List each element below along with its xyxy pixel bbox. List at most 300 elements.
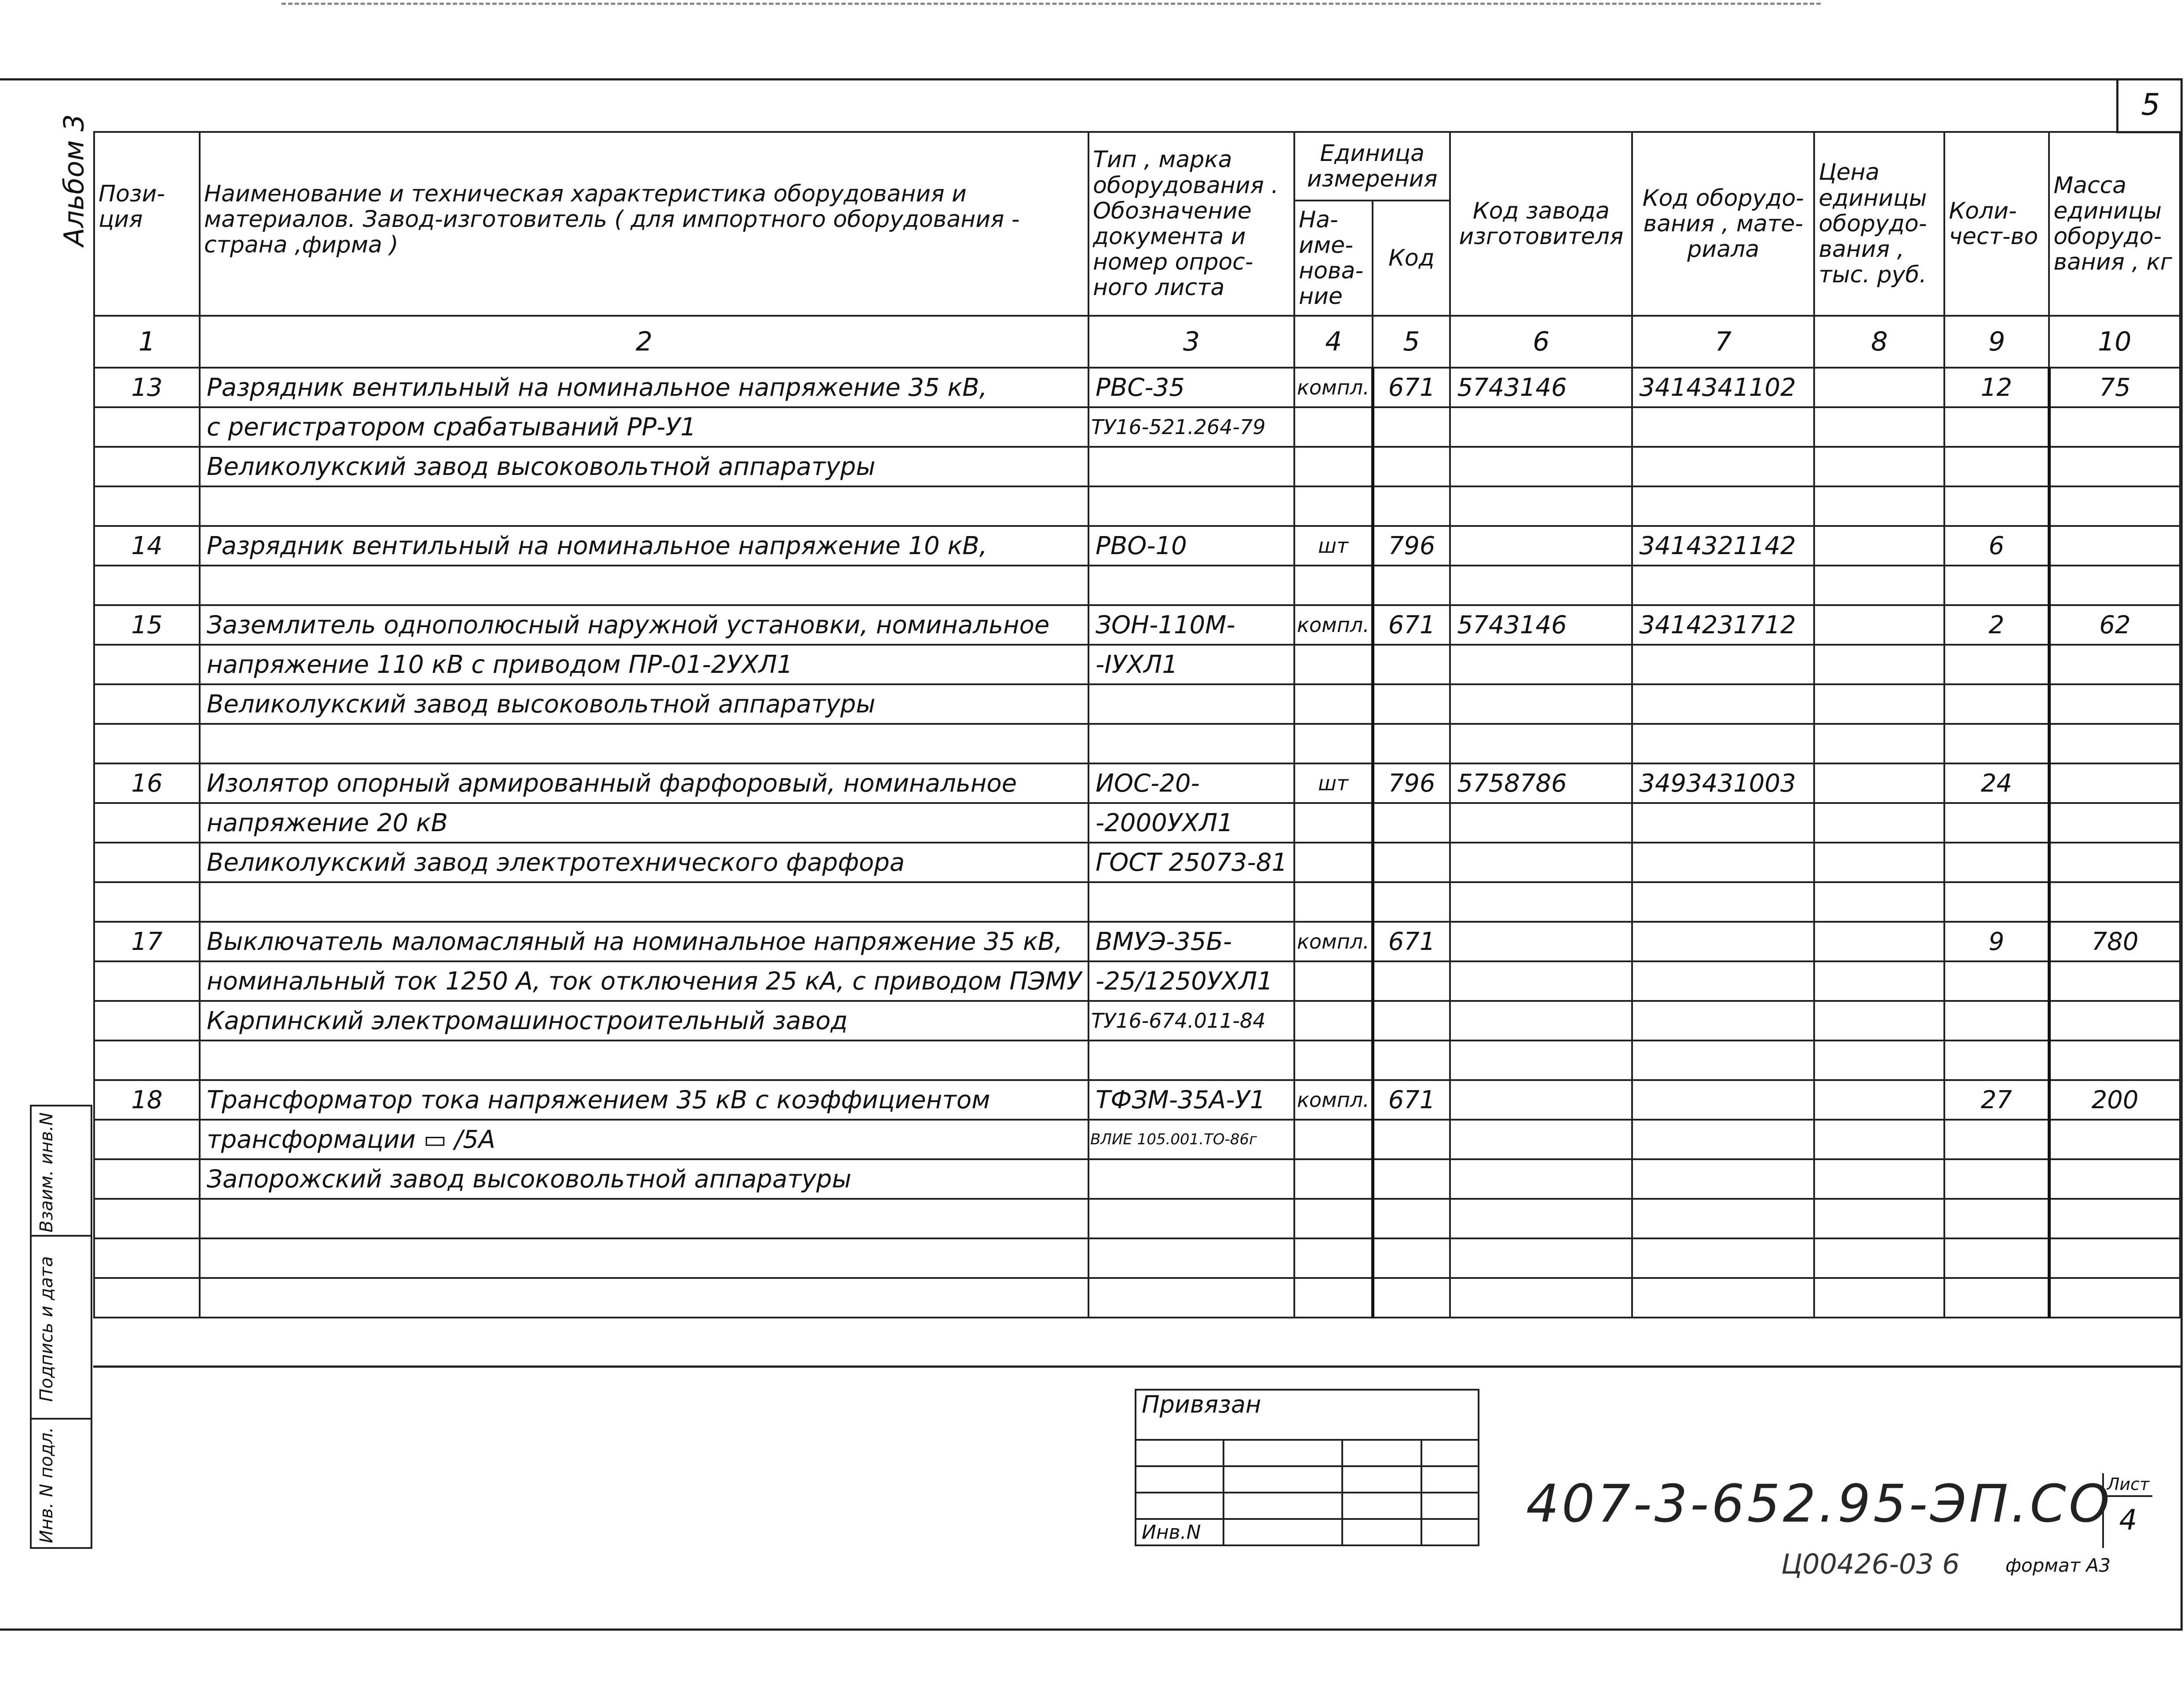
specification-table (93, 131, 2181, 1318)
row-mass (2049, 1159, 2180, 1199)
row-unit-code: 796 (1373, 526, 1450, 566)
row-quantity (1944, 724, 2049, 763)
table-row (94, 1080, 2180, 1120)
table-row (94, 803, 2180, 843)
row-mass (2049, 724, 2180, 763)
column-number: 10 (2049, 316, 2180, 368)
inv-original-label: Инв. N подл. (37, 1427, 57, 1544)
row-equipment-code (1632, 486, 1814, 526)
row-quantity (1944, 1040, 2049, 1080)
row-unit (1294, 1040, 1373, 1080)
row-equipment-code (1632, 922, 1814, 961)
row-unit: компл. (1294, 368, 1373, 407)
row-name (200, 1199, 1088, 1238)
row-plant-code: 5743146 (1450, 605, 1632, 645)
row-position: 13 (94, 368, 200, 407)
column-number: 9 (1944, 316, 2049, 368)
row-mass (2049, 803, 2180, 843)
row-plant-code (1450, 1040, 1632, 1080)
row-plant-code (1450, 645, 1632, 684)
signature-date-label: Подпись и дата (37, 1256, 57, 1402)
row-price (1814, 1040, 1944, 1080)
row-position: 14 (94, 526, 200, 566)
table-row (94, 763, 2180, 803)
row-unit-code (1373, 447, 1450, 486)
row-plant-code (1450, 1001, 1632, 1040)
row-quantity (1944, 1120, 2049, 1159)
column-number: 8 (1814, 316, 1944, 368)
row-quantity: 2 (1944, 605, 2049, 645)
row-name (200, 882, 1088, 922)
row-equipment-code (1632, 684, 1814, 724)
row-price (1814, 1120, 1944, 1159)
sheet-corner-number: 5 (2116, 78, 2183, 133)
row-unit (1294, 1278, 1373, 1318)
row-mass (2049, 843, 2180, 882)
row-unit (1294, 724, 1373, 763)
row-equipment-code: 3493431003 (1632, 763, 1814, 803)
row-unit-code (1373, 843, 1450, 882)
row-unit-code: 671 (1373, 922, 1450, 961)
footer-divider (93, 1365, 2181, 1368)
header-mass: Масса единицы оборудо-вания , кг (2049, 132, 2180, 316)
row-unit-code (1373, 1001, 1450, 1040)
row-unit (1294, 684, 1373, 724)
row-quantity (1944, 407, 2049, 447)
row-quantity (1944, 1238, 2049, 1278)
table-row (94, 882, 2180, 922)
row-quantity (1944, 843, 2049, 882)
row-position (94, 407, 200, 447)
row-unit: шт (1294, 526, 1373, 566)
row-price (1814, 1278, 1944, 1318)
row-price (1814, 447, 1944, 486)
row-equipment-code (1632, 882, 1814, 922)
row-unit-code: 671 (1373, 368, 1450, 407)
column-number: 1 (94, 316, 200, 368)
row-position (94, 447, 200, 486)
row-type (1088, 1238, 1294, 1278)
row-unit (1294, 1001, 1373, 1040)
row-plant-code (1450, 843, 1632, 882)
header-plant-code: Код завода изготовителя (1450, 132, 1632, 316)
row-unit-code: 796 (1373, 763, 1450, 803)
table-row (94, 526, 2180, 566)
row-plant-code (1450, 1199, 1632, 1238)
title-block (1135, 1389, 1478, 1547)
row-price (1814, 1080, 1944, 1120)
row-quantity (1944, 447, 2049, 486)
row-position (94, 1199, 200, 1238)
row-equipment-code (1632, 1120, 1814, 1159)
row-name (200, 1278, 1088, 1318)
row-price (1814, 724, 1944, 763)
table-row (94, 1159, 2180, 1199)
table-row (94, 1001, 2180, 1040)
row-name: Великолукский завод электротехнического фарфора (200, 843, 1088, 882)
row-price (1814, 1159, 1944, 1199)
row-plant-code: 5743146 (1450, 368, 1632, 407)
row-name (200, 486, 1088, 526)
row-plant-code (1450, 1159, 1632, 1199)
replaced-inv-label: Взаим. инв.N (37, 1112, 57, 1233)
row-unit (1294, 1199, 1373, 1238)
row-equipment-code (1632, 1278, 1814, 1318)
row-unit: шт (1294, 763, 1373, 803)
row-equipment-code (1632, 843, 1814, 882)
row-mass (2049, 1278, 2180, 1318)
row-mass (2049, 1199, 2180, 1238)
row-mass (2049, 961, 2180, 1001)
row-mass (2049, 1120, 2180, 1159)
row-name: Запорожский завод высоковольтной аппаратуры (200, 1159, 1088, 1199)
row-position (94, 684, 200, 724)
row-position (94, 1278, 200, 1318)
row-equipment-code (1632, 566, 1814, 605)
table-row (94, 486, 2180, 526)
row-name: напряжение 20 кВ (200, 803, 1088, 843)
row-type: ЗОН-110М- (1088, 605, 1294, 645)
row-price (1814, 1199, 1944, 1238)
table-row (94, 407, 2180, 447)
row-plant-code (1450, 407, 1632, 447)
row-quantity (1944, 1159, 2049, 1199)
row-mass (2049, 1238, 2180, 1278)
row-equipment-code (1632, 645, 1814, 684)
row-equipment-code (1632, 407, 1814, 447)
sheet-label: Лист (2104, 1473, 2152, 1497)
row-type: ГОСТ 25073-81 (1088, 843, 1294, 882)
row-position (94, 961, 200, 1001)
row-price (1814, 407, 1944, 447)
strip-cell-replaced-inv (30, 1105, 92, 1237)
row-name: Великолукский завод высоковольтной аппаратуры (200, 447, 1088, 486)
column-number: 3 (1088, 316, 1294, 368)
row-equipment-code (1632, 803, 1814, 843)
column-number: 4 (1294, 316, 1373, 368)
row-price (1814, 486, 1944, 526)
row-position: 15 (94, 605, 200, 645)
row-quantity (1944, 1278, 2049, 1318)
row-unit-code (1373, 882, 1450, 922)
row-quantity (1944, 566, 2049, 605)
header-unit-group: Единица измерения (1294, 132, 1450, 201)
row-quantity (1944, 486, 2049, 526)
row-unit (1294, 1159, 1373, 1199)
row-unit-code (1373, 684, 1450, 724)
row-name (200, 1040, 1088, 1080)
row-unit-code (1373, 1040, 1450, 1080)
bound-label: Привязан (1136, 1390, 1479, 1440)
row-unit: компл. (1294, 922, 1373, 961)
header-name: Наименование и техническая характеристика оборудования и материалов. Завод-изготовитель ( для импортного оборудования - страна ,фирма ) (200, 132, 1088, 316)
sheet-number: 4 (2119, 1504, 2137, 1537)
strip-cell-signature (30, 1235, 92, 1420)
row-unit-code (1373, 407, 1450, 447)
row-quantity (1944, 1001, 2049, 1040)
row-name (200, 724, 1088, 763)
row-name: напряжение 110 кВ с приводом ПР-01-2УХЛ1 (200, 645, 1088, 684)
row-quantity (1944, 684, 2049, 724)
side-approval-strip (30, 1105, 92, 1549)
row-unit (1294, 961, 1373, 1001)
row-name (200, 1238, 1088, 1278)
row-mass: 200 (2049, 1080, 2180, 1120)
row-name: трансформации ▭ /5А (200, 1120, 1088, 1159)
column-number: 7 (1632, 316, 1814, 368)
row-price (1814, 961, 1944, 1001)
row-equipment-code (1632, 724, 1814, 763)
row-unit (1294, 447, 1373, 486)
row-position (94, 645, 200, 684)
row-quantity (1944, 1199, 2049, 1238)
row-unit-code: 671 (1373, 605, 1450, 645)
header-position: Пози-ция (94, 132, 200, 316)
row-price (1814, 843, 1944, 882)
row-type: ИОС-20- (1088, 763, 1294, 803)
row-mass (2049, 645, 2180, 684)
row-quantity (1944, 961, 2049, 1001)
row-price (1814, 1001, 1944, 1040)
row-type: ТФЗМ-35А-У1 (1088, 1080, 1294, 1120)
row-quantity: 24 (1944, 763, 2049, 803)
row-price (1814, 645, 1944, 684)
row-mass (2049, 526, 2180, 566)
row-unit (1294, 645, 1373, 684)
row-unit-code (1373, 1159, 1450, 1199)
row-plant-code (1450, 724, 1632, 763)
row-mass (2049, 882, 2180, 922)
row-unit-code (1373, 1238, 1450, 1278)
row-position (94, 843, 200, 882)
row-unit (1294, 486, 1373, 526)
row-unit-code (1373, 803, 1450, 843)
row-plant-code (1450, 447, 1632, 486)
row-price (1814, 526, 1944, 566)
header-unit-code: Код (1373, 201, 1450, 316)
row-type: -25/1250УХЛ1 (1088, 961, 1294, 1001)
archive-code: Ц00426-03 6 (1781, 1548, 1960, 1580)
row-name: Заземлитель однополюсный наружной установки, номинальное (200, 605, 1088, 645)
row-unit-code (1373, 1199, 1450, 1238)
row-name: Разрядник вентильный на номинальное напряжение 35 кВ, (200, 368, 1088, 407)
row-equipment-code (1632, 1199, 1814, 1238)
row-type: ТУ16-674.011-84 (1088, 1001, 1294, 1040)
row-plant-code (1450, 1080, 1632, 1120)
row-name: Трансформатор тока напряжением 35 кВ с коэффициентом (200, 1080, 1088, 1120)
row-mass (2049, 486, 2180, 526)
row-equipment-code (1632, 447, 1814, 486)
table-row (94, 1040, 2180, 1080)
table-row (94, 1238, 2180, 1278)
header-price: Цена единицы оборудо-вания , тыс. руб. (1814, 132, 1944, 316)
row-unit-code (1373, 645, 1450, 684)
column-number: 2 (200, 316, 1088, 368)
row-unit-code (1373, 486, 1450, 526)
row-type: РВС-35 (1088, 368, 1294, 407)
row-unit-code (1373, 961, 1450, 1001)
row-unit (1294, 1120, 1373, 1159)
table-row (94, 368, 2180, 407)
table-row (94, 566, 2180, 605)
row-equipment-code (1632, 961, 1814, 1001)
strip-cell-inv-original (30, 1418, 92, 1549)
row-name (200, 566, 1088, 605)
row-position (94, 566, 200, 605)
row-mass (2049, 1001, 2180, 1040)
row-name: с регистратором срабатываний РР-У1 (200, 407, 1088, 447)
row-type (1088, 684, 1294, 724)
row-position: 16 (94, 763, 200, 803)
row-quantity (1944, 645, 2049, 684)
row-mass (2049, 684, 2180, 724)
row-price (1814, 684, 1944, 724)
row-plant-code (1450, 566, 1632, 605)
table-row (94, 684, 2180, 724)
row-price (1814, 922, 1944, 961)
row-mass (2049, 566, 2180, 605)
row-position (94, 803, 200, 843)
table-row (94, 447, 2180, 486)
row-unit (1294, 803, 1373, 843)
header-type: Тип , марка оборудования . Обозначение документа и номер опрос-ного листа (1088, 132, 1294, 316)
row-unit (1294, 407, 1373, 447)
album-label: Альбом 3 (58, 114, 90, 247)
row-mass: 75 (2049, 368, 2180, 407)
row-price (1814, 368, 1944, 407)
row-plant-code (1450, 1120, 1632, 1159)
row-price (1814, 882, 1944, 922)
row-quantity: 6 (1944, 526, 2049, 566)
row-name: Великолукский завод высоковольтной аппаратуры (200, 684, 1088, 724)
table-row (94, 605, 2180, 645)
row-position (94, 1040, 200, 1080)
row-position (94, 1238, 200, 1278)
row-type: -2000УХЛ1 (1088, 803, 1294, 843)
row-type (1088, 566, 1294, 605)
row-plant-code (1450, 882, 1632, 922)
document-code: 407-3-652.95-ЭП.СО (1526, 1473, 2112, 1534)
top-edge-marks (281, 3, 1821, 9)
row-type: ТУ16-521.264-79 (1088, 407, 1294, 447)
row-equipment-code (1632, 1238, 1814, 1278)
row-type (1088, 724, 1294, 763)
row-equipment-code (1632, 1001, 1814, 1040)
table-row (94, 961, 2180, 1001)
row-price (1814, 566, 1944, 605)
row-position: 18 (94, 1080, 200, 1120)
row-mass (2049, 763, 2180, 803)
row-type (1088, 1278, 1294, 1318)
row-unit (1294, 882, 1373, 922)
row-equipment-code: 3414231712 (1632, 605, 1814, 645)
row-unit-code (1373, 1120, 1450, 1159)
row-position (94, 486, 200, 526)
table-row (94, 922, 2180, 961)
row-plant-code (1450, 1238, 1632, 1278)
row-position (94, 724, 200, 763)
row-type (1088, 1199, 1294, 1238)
row-plant-code (1450, 684, 1632, 724)
row-plant-code (1450, 922, 1632, 961)
row-equipment-code: 3414341102 (1632, 368, 1814, 407)
row-mass: 62 (2049, 605, 2180, 645)
row-price (1814, 1238, 1944, 1278)
table-row (94, 1199, 2180, 1238)
row-unit (1294, 1238, 1373, 1278)
row-name: Разрядник вентильный на номинальное напряжение 10 кВ, (200, 526, 1088, 566)
header-equipment-code: Код оборудо-вания , мате-риала (1632, 132, 1814, 316)
row-unit-code (1373, 1278, 1450, 1318)
row-name: Выключатель маломасляный на номинальное напряжение 35 кВ, (200, 922, 1088, 961)
column-number-row (94, 316, 2180, 368)
row-plant-code (1450, 526, 1632, 566)
row-type (1088, 1040, 1294, 1080)
row-unit-code: 671 (1373, 1080, 1450, 1120)
table-row (94, 1278, 2180, 1318)
row-quantity: 9 (1944, 922, 2049, 961)
row-unit (1294, 843, 1373, 882)
row-name: номинальный ток 1250 А, ток отключения 25 кА, с приводом ПЭМУ (200, 961, 1088, 1001)
header-unit-name: На-име-нова-ние (1294, 201, 1373, 316)
row-plant-code (1450, 1278, 1632, 1318)
row-type: ВМУЭ-35Б- (1088, 922, 1294, 961)
format-label: формат А3 (2005, 1555, 2111, 1576)
row-type: ВЛИЕ 105.001.ТО-86г (1088, 1120, 1294, 1159)
row-equipment-code (1632, 1040, 1814, 1080)
row-type (1088, 882, 1294, 922)
row-position (94, 1001, 200, 1040)
row-plant-code (1450, 803, 1632, 843)
row-position (94, 1120, 200, 1159)
row-price (1814, 605, 1944, 645)
row-price (1814, 803, 1944, 843)
row-unit-code (1373, 566, 1450, 605)
row-unit: компл. (1294, 605, 1373, 645)
row-equipment-code: 3414321142 (1632, 526, 1814, 566)
column-number: 6 (1450, 316, 1632, 368)
row-quantity (1944, 882, 2049, 922)
row-unit (1294, 566, 1373, 605)
header-quantity: Коли-чест-во (1944, 132, 2049, 316)
row-unit-code (1373, 724, 1450, 763)
row-type: РВО-10 (1088, 526, 1294, 566)
row-quantity (1944, 803, 2049, 843)
table-row (94, 1120, 2180, 1159)
row-unit: компл. (1294, 1080, 1373, 1120)
row-price (1814, 763, 1944, 803)
table-row (94, 843, 2180, 882)
row-type (1088, 447, 1294, 486)
row-position (94, 1159, 200, 1199)
row-mass (2049, 407, 2180, 447)
column-number: 5 (1373, 316, 1450, 368)
row-type (1088, 1159, 1294, 1199)
table-row (94, 645, 2180, 684)
row-mass (2049, 1040, 2180, 1080)
row-name: Изолятор опорный армированный фарфоровый, номинальное (200, 763, 1088, 803)
row-type: -IУХЛ1 (1088, 645, 1294, 684)
row-quantity: 27 (1944, 1080, 2049, 1120)
row-mass: 780 (2049, 922, 2180, 961)
row-equipment-code (1632, 1080, 1814, 1120)
row-plant-code (1450, 486, 1632, 526)
table-row (94, 724, 2180, 763)
row-type (1088, 486, 1294, 526)
row-position (94, 882, 200, 922)
row-mass (2049, 447, 2180, 486)
row-plant-code (1450, 961, 1632, 1001)
